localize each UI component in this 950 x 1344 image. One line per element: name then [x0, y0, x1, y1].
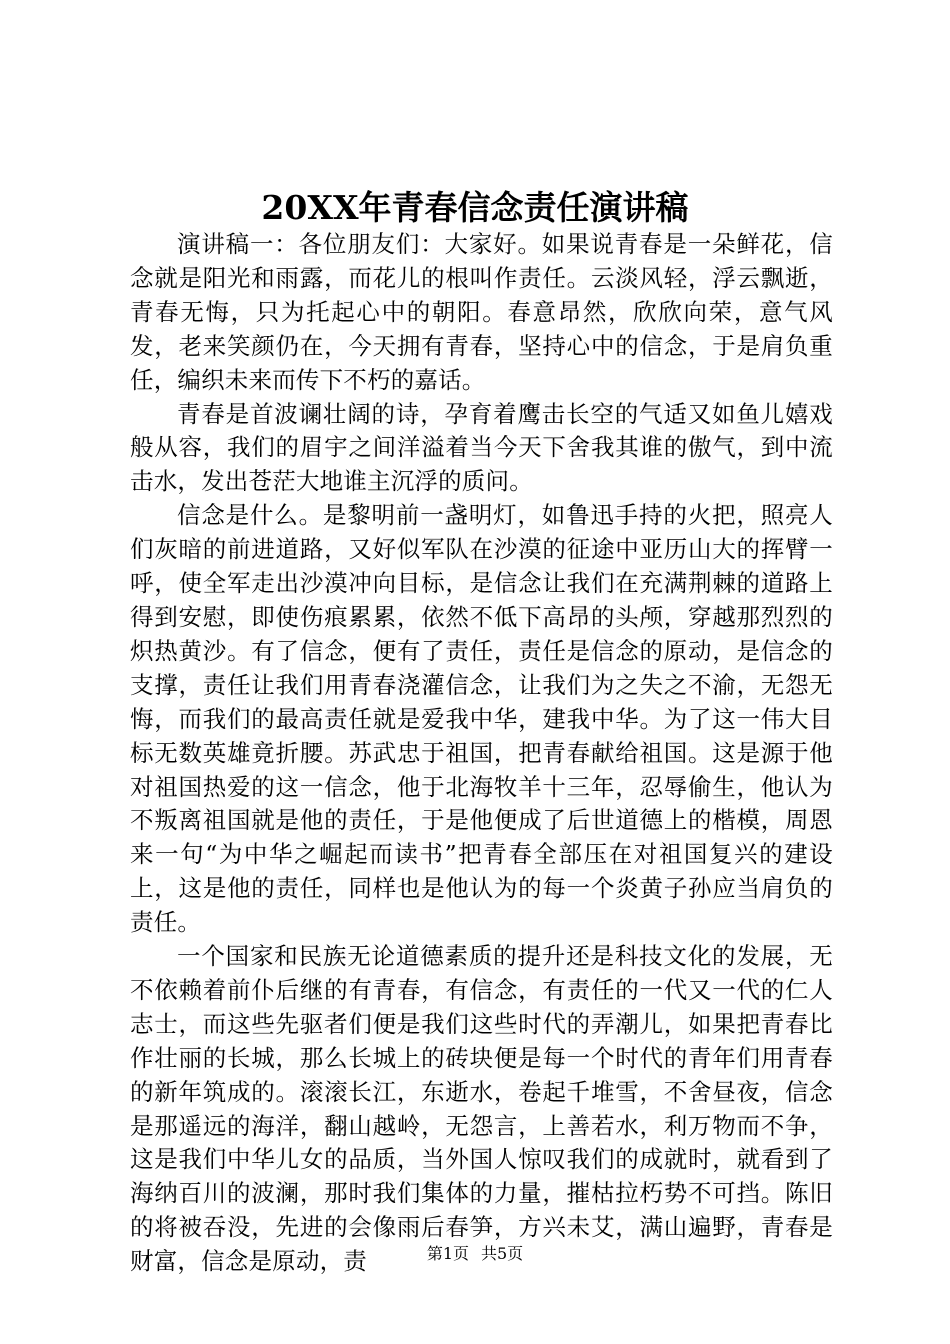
- paragraph-3: 信念是什么。是黎明前一盏明灯，如鲁迅手持的火把，照亮人们灰暗的前进道路，又好似军队在沙漠的征途中亚历山大的挥臂一呼，使全军走出沙漠冲向目标，是信念让我们在充满荆棘的道路上得到安慰，即使伤痕累累，依然不低下高昂的头颅，穿越那烈烈的炽热黄沙。有了信念，便有了责任，责任是信念的原动，是信念的支撑，责任让我们用青春浇灌信念，让我们为之失之不渝，无怨无悔，而我们的最高责任就是爱我中华，建我中华。为了这一伟大目标无数英雄竟折腰。苏武忠于祖国，把青春献给祖国。这是源于他对祖国热爱的这一信念，他于北海牧羊十三年，忍辱偷生，他认为不叛离祖国就是他的责任，于是他便成了后世道德上的楷模，周恩来一句“为中华之崛起而读书”把青春全部压在对祖国复兴的建设上，这是他的责任，同样也是他认为的每一个炎黄子孙应当肩负的责任。: [130, 501, 833, 937]
- paragraph-1: 演讲稿一：各位朋友们：大家好。如果说青春是一朵鲜花，信念就是阳光和雨露，而花儿的根叫作责任。云淡风轻，浮云飘逝，青春无悔，只为托起心中的朝阳。春意昂然，欣欣向荣，意气风发，老来笑颜仍在，今天拥有青春，坚持心中的信念，于是肩负重任，编织未来而传下不朽的嘉话。: [130, 230, 833, 394]
- paragraph-2: 青春是首波谰壮阔的诗，孕育着鹰击长空的气适又如鱼儿嬉戏般从容，我们的眉宇之间洋溢着当今天下舍我其谁的傲气，到中流击水，发出苍茫大地谁主沉浮的质问。: [130, 399, 833, 496]
- paragraph-4: 一个国家和民族无论道德素质的提升还是科技文化的发展，无不依赖着前仆后继的有青春，有信念，有责任的一代又一代的仁人志士，而这些先驱者们便是我们这些时代的弄潮儿，如果把青春比作壮丽的长城，那么长城上的砖块便是每一个时代的青年们用青春的新年筑成的。滚滚长江，东逝水，卷起千堆雪，不舍昼夜，信念是那遥远的海洋，翻山越岭，无怨言，上善若水，利万物而不争，这是我们中华儿女的品质，当外国人惊叹我们的成就时，就看到了海纳百川的波澜，那时我们集体的力量，摧枯拉朽势不可挡。陈旧的将被吞没，先进的会像雨后春笋，方兴未艾，满山遍野，青春是财富，信念是原动，责: [130, 942, 833, 1276]
- page-number: 第1页: [426, 1244, 469, 1263]
- document-title: 20XX年青春信念责任演讲稿: [261, 188, 689, 227]
- page-footer: [0, 1243, 950, 1265]
- document-body: [130, 228, 833, 1279]
- page-total: 共5页: [481, 1244, 524, 1263]
